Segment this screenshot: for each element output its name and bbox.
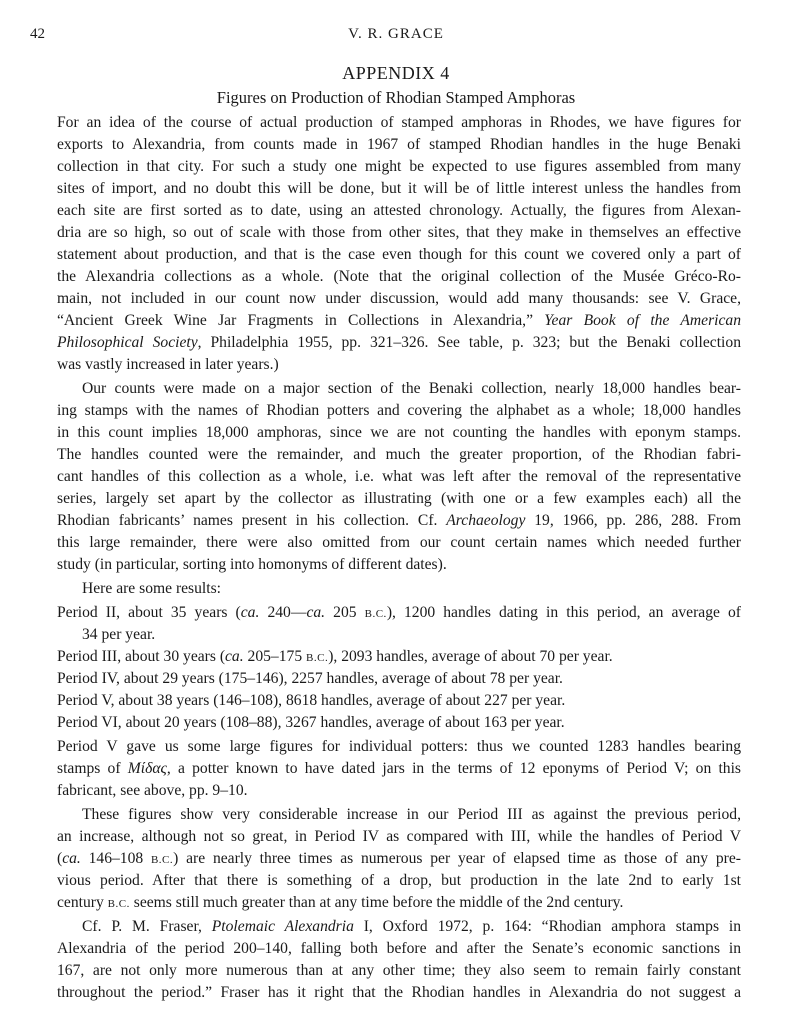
text-line: collection in that city. For such a study one might be expected to use figures assembled from many [57, 158, 741, 175]
text-line: ing stamps with the names of Rhodian potters and covering the alphabet as a whole; 18,000 handles [57, 402, 741, 419]
text-line: Philosophical Society, Philadelphia 1955, pp. 321–326. See table, p. 323; but the Benaki collection [57, 334, 741, 351]
text-line: stamps of Μίδας, a potter known to have dated jars in the terms of 12 eponyms of Period V; on this [57, 760, 741, 777]
text-line: Rhodian fabricants’ names present in his collection. Cf. Archaeology 19, 1966, pp. 286, 288. From [57, 512, 741, 529]
period-ii-continuation: 34 per year. [82, 626, 156, 643]
text-line: (ca. 146–108 B.C.) are nearly three times as numerous per year of elapsed time as those of any pre- [57, 850, 741, 867]
running-header-author: V. R. GRACE [348, 26, 444, 42]
period-ii-line: Period II, about 35 years (ca. 240—ca. 205 B.C.), 1200 handles dating in this period, an average of [57, 604, 742, 621]
text-line: Alexandria of the period 200–140, falling both before and after the Senate’s economic sanctions in [57, 940, 741, 957]
text-line: throughout the period.” Fraser has it right that the Rhodian handles in Alexandria do not suggest a [57, 984, 741, 1001]
period-vi-line: Period VI, about 20 years (108–88), 3267 handles, average of about 163 per year. [57, 714, 565, 731]
text-line: “Ancient Greek Wine Jar Fragments in Collections in Alexandria,” Year Book of the American [57, 312, 741, 329]
text-line: Our counts were made on a major section of the Benaki collection, nearly 18,000 handles bear- [82, 380, 741, 397]
text-line: These figures show very considerable increase in our Period III as against the previous period, [82, 806, 741, 823]
period-iv-line: Period IV, about 29 years (175–146), 2257 handles, average of about 78 per year. [57, 670, 563, 687]
appendix-title: APPENDIX 4 [342, 63, 450, 83]
period-v-line: Period V, about 38 years (146–108), 8618 handles, average of about 227 per year. [57, 692, 566, 709]
text-line: dria are so high, so out of scale with those from other sites, that they make in themselves an effective [57, 224, 741, 241]
text-line: fabricant, see above, pp. 9–10. [57, 782, 248, 799]
text-line: vious period. After that there is something of a drop, but production in the late 2nd to early 1st [57, 872, 741, 889]
text-line: main, not included in our count now under discussion, would add many thousands: see V. Grace, [57, 290, 741, 307]
text-line: Period V gave us some large figures for individual potters: thus we counted 1283 handles bearing [57, 738, 741, 755]
text-line: this large remainder, there were also omitted from our count certain names which needed further [57, 534, 741, 551]
text-line: an increase, although not so great, in Period IV as compared with III, while the handles of Period V [57, 828, 741, 845]
appendix-subtitle: Figures on Production of Rhodian Stamped Amphoras [216, 88, 576, 107]
text-line: each site are first sorted as to date, using an attested chronology. Actually, the figures from Alexan- [57, 202, 741, 219]
text-line: century B.C. seems still much greater than at any time before the middle of the 2nd century. [57, 894, 624, 911]
text-line: was vastly increased in later years.) [57, 356, 279, 373]
page-number: 42 [30, 26, 45, 42]
text-line: For an idea of the course of actual production of stamped amphoras in Rhodes, we have figures for [57, 114, 741, 131]
text-line: exports to Alexandria, from counts made in 1967 of stamped Rhodian handles in the huge Benaki [57, 136, 741, 153]
text-line: cant handles of this collection as a whole, i.e. what was left after the removal of the representative [57, 468, 741, 485]
text-line: sites of import, and no doubt this will be done, but it will be of little interest unless the handles from [57, 180, 741, 197]
text-line: series, largely set apart by the collector as illustrating (with one or a few examples each) all the [57, 490, 741, 507]
text-line: the Alexandria collections as a whole. (Note that the original collection of the Musée Gréco-Ro- [57, 268, 741, 285]
period-iii-line: Period III, about 30 years (ca. 205–175 B.C.), 2093 handles, average of about 70 per year. [57, 648, 613, 665]
text-line: Cf. P. M. Fraser, Ptolemaic Alexandria I, Oxford 1972, p. 164: “Rhodian amphora stamps in [82, 918, 741, 935]
text-line: study (in particular, sorting into homonyms of different dates). [57, 556, 447, 573]
text-line: statement about production, and that is the case even though for this count we covered only a part of [57, 246, 741, 263]
text-line: 167, are not only more numerous than at any other time; they also seem to remain fairly constant [57, 962, 741, 979]
results-intro: Here are some results: [82, 580, 221, 597]
text-line: in this count implies 18,000 amphoras, since we are not counting the handles with eponym stamps. [57, 424, 741, 441]
text-line: The handles counted were the remainder, and much the greater proportion, of the Rhodian fabri- [57, 446, 741, 463]
